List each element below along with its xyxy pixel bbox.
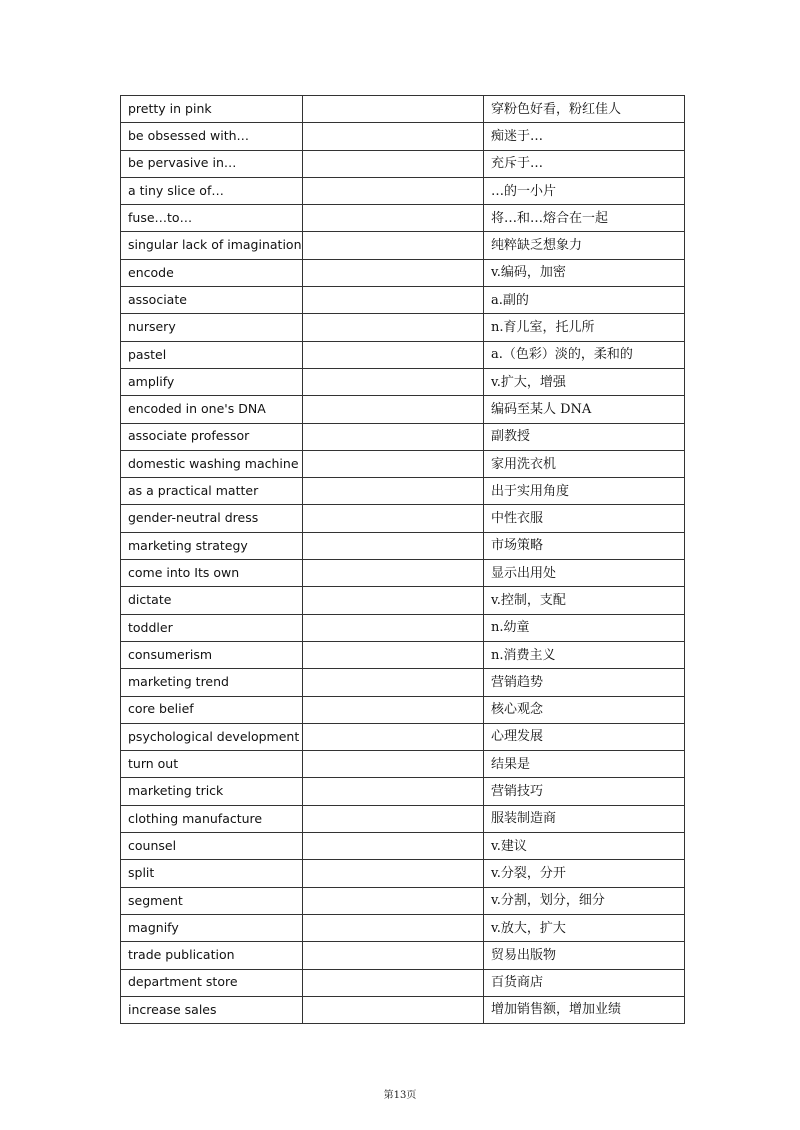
chinese-meaning-cell: 贸易出版物 [484, 942, 685, 969]
table-row [121, 532, 685, 559]
blank-cell [303, 505, 484, 532]
blank-cell [303, 669, 484, 696]
english-term-cell: segment [121, 887, 303, 914]
table-row [121, 287, 685, 314]
blank-cell [303, 696, 484, 723]
table-row [121, 96, 685, 123]
blank-cell [303, 942, 484, 969]
english-term-cell: domestic washing machine [121, 450, 303, 477]
english-term-cell: associate professor [121, 423, 303, 450]
table-row [121, 805, 685, 832]
blank-cell [303, 860, 484, 887]
chinese-meaning-cell: 纯粹缺乏想象力 [484, 232, 685, 259]
english-term-cell: as a practical matter [121, 478, 303, 505]
english-term-cell: singular lack of imagination [121, 232, 303, 259]
blank-cell [303, 123, 484, 150]
chinese-meaning-cell: v.分裂，分开 [484, 860, 685, 887]
table-row [121, 205, 685, 232]
english-term-cell: toddler [121, 614, 303, 641]
table-row [121, 887, 685, 914]
table-row [121, 751, 685, 778]
table-row [121, 614, 685, 641]
table-row [121, 259, 685, 286]
blank-cell [303, 914, 484, 941]
chinese-meaning-cell: n.消费主义 [484, 641, 685, 668]
english-term-cell: pastel [121, 341, 303, 368]
english-term-cell: split [121, 860, 303, 887]
english-term-cell: trade publication [121, 942, 303, 969]
chinese-meaning-cell: 结果是 [484, 751, 685, 778]
table-row [121, 778, 685, 805]
chinese-meaning-cell: 出于实用角度 [484, 478, 685, 505]
chinese-meaning-cell: 副教授 [484, 423, 685, 450]
vocabulary-table [120, 95, 685, 1024]
blank-cell [303, 614, 484, 641]
blank-cell [303, 368, 484, 395]
chinese-meaning-cell: 穿粉色好看，粉红佳人 [484, 96, 685, 123]
english-term-cell: core belief [121, 696, 303, 723]
blank-cell [303, 778, 484, 805]
english-term-cell: marketing trend [121, 669, 303, 696]
blank-cell [303, 532, 484, 559]
blank-cell [303, 96, 484, 123]
chinese-meaning-cell: 显示出用处 [484, 560, 685, 587]
table-row [121, 368, 685, 395]
blank-cell [303, 259, 484, 286]
chinese-meaning-cell: v.建议 [484, 833, 685, 860]
english-term-cell: associate [121, 287, 303, 314]
english-term-cell: psychological development [121, 723, 303, 750]
page-number: 第13页 [383, 1090, 417, 1101]
blank-cell [303, 314, 484, 341]
chinese-meaning-cell: …的一小片 [484, 177, 685, 204]
chinese-meaning-cell: n.育儿室，托儿所 [484, 314, 685, 341]
english-term-cell: department store [121, 969, 303, 996]
blank-cell [303, 287, 484, 314]
blank-cell [303, 805, 484, 832]
table-row [121, 123, 685, 150]
table-row [121, 587, 685, 614]
chinese-meaning-cell: 充斥于… [484, 150, 685, 177]
table-row [121, 696, 685, 723]
table-row [121, 314, 685, 341]
vocabulary-table-body [121, 96, 685, 1024]
table-row [121, 833, 685, 860]
blank-cell [303, 232, 484, 259]
table-row [121, 942, 685, 969]
english-term-cell: nursery [121, 314, 303, 341]
chinese-meaning-cell: v.编码，加密 [484, 259, 685, 286]
english-term-cell: increase sales [121, 996, 303, 1023]
blank-cell [303, 396, 484, 423]
table-row [121, 996, 685, 1023]
english-term-cell: clothing manufacture [121, 805, 303, 832]
chinese-meaning-cell: 中性衣服 [484, 505, 685, 532]
table-row [121, 505, 685, 532]
table-row [121, 914, 685, 941]
table-row [121, 341, 685, 368]
english-term-cell: encoded in one's DNA [121, 396, 303, 423]
english-term-cell: turn out [121, 751, 303, 778]
english-term-cell: consumerism [121, 641, 303, 668]
chinese-meaning-cell: a.副的 [484, 287, 685, 314]
blank-cell [303, 450, 484, 477]
chinese-meaning-cell: 编码至某人 DNA [484, 396, 685, 423]
english-term-cell: counsel [121, 833, 303, 860]
english-term-cell: dictate [121, 587, 303, 614]
table-row [121, 669, 685, 696]
blank-cell [303, 587, 484, 614]
blank-cell [303, 723, 484, 750]
table-row [121, 969, 685, 996]
chinese-meaning-cell: a.（色彩）淡的，柔和的 [484, 341, 685, 368]
blank-cell [303, 478, 484, 505]
english-term-cell: gender-neutral dress [121, 505, 303, 532]
blank-cell [303, 205, 484, 232]
blank-cell [303, 833, 484, 860]
table-row [121, 860, 685, 887]
blank-cell [303, 150, 484, 177]
chinese-meaning-cell: 核心观念 [484, 696, 685, 723]
table-row [121, 232, 685, 259]
table-row [121, 641, 685, 668]
blank-cell [303, 996, 484, 1023]
blank-cell [303, 341, 484, 368]
table-row [121, 396, 685, 423]
chinese-meaning-cell: 百货商店 [484, 969, 685, 996]
chinese-meaning-cell: v.控制，支配 [484, 587, 685, 614]
chinese-meaning-cell: 营销技巧 [484, 778, 685, 805]
chinese-meaning-cell: 将…和…熔合在一起 [484, 205, 685, 232]
table-row [121, 723, 685, 750]
chinese-meaning-cell: v.扩大，增强 [484, 368, 685, 395]
chinese-meaning-cell: 痴迷于… [484, 123, 685, 150]
english-term-cell: marketing trick [121, 778, 303, 805]
table-row [121, 150, 685, 177]
blank-cell [303, 641, 484, 668]
english-term-cell: encode [121, 259, 303, 286]
chinese-meaning-cell: 服装制造商 [484, 805, 685, 832]
chinese-meaning-cell: 营销趋势 [484, 669, 685, 696]
chinese-meaning-cell: 增加销售额，增加业绩 [484, 996, 685, 1023]
english-term-cell: marketing strategy [121, 532, 303, 559]
blank-cell [303, 751, 484, 778]
english-term-cell: be obsessed with… [121, 123, 303, 150]
english-term-cell: magnify [121, 914, 303, 941]
blank-cell [303, 969, 484, 996]
chinese-meaning-cell: 市场策略 [484, 532, 685, 559]
english-term-cell: a tiny slice of… [121, 177, 303, 204]
english-term-cell: pretty in pink [121, 96, 303, 123]
table-row [121, 423, 685, 450]
chinese-meaning-cell: 家用洗衣机 [484, 450, 685, 477]
chinese-meaning-cell: 心理发展 [484, 723, 685, 750]
table-row [121, 450, 685, 477]
chinese-meaning-cell: v.分割，划分，细分 [484, 887, 685, 914]
english-term-cell: come into Its own [121, 560, 303, 587]
blank-cell [303, 560, 484, 587]
table-row [121, 478, 685, 505]
blank-cell [303, 423, 484, 450]
table-row [121, 177, 685, 204]
english-term-cell: be pervasive in… [121, 150, 303, 177]
english-term-cell: amplify [121, 368, 303, 395]
english-term-cell: fuse…to… [121, 205, 303, 232]
chinese-meaning-cell: v.放大，扩大 [484, 914, 685, 941]
table-row [121, 560, 685, 587]
chinese-meaning-cell: n.幼童 [484, 614, 685, 641]
blank-cell [303, 887, 484, 914]
blank-cell [303, 177, 484, 204]
